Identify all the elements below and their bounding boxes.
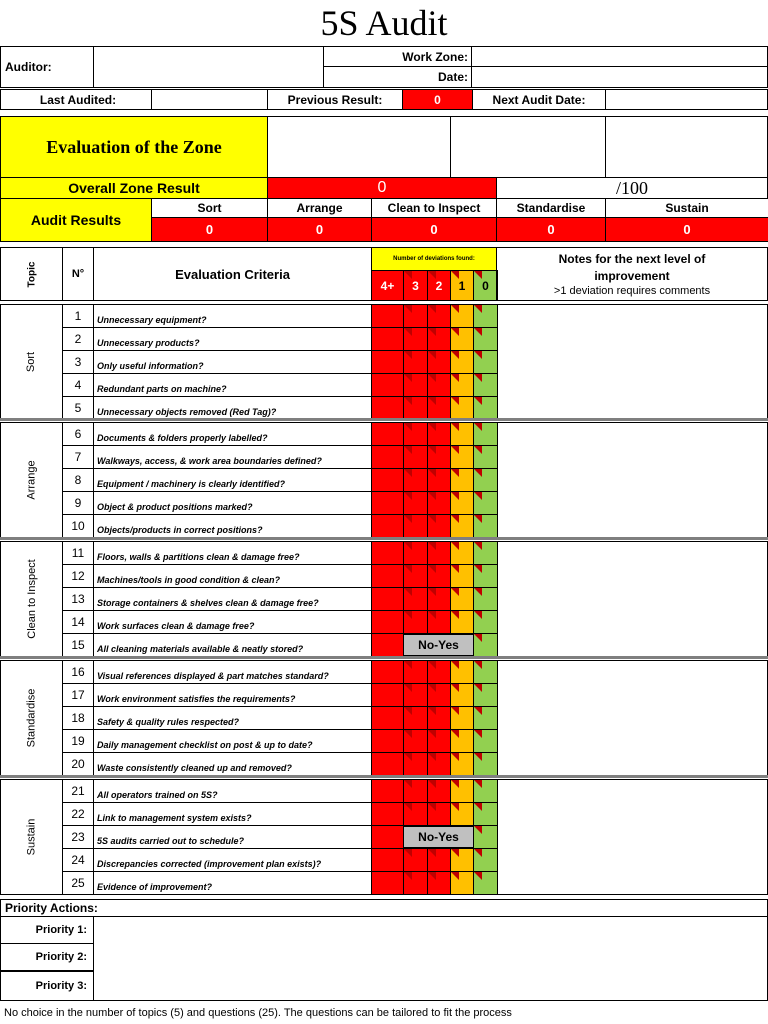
topic-header: Topic — [0, 247, 63, 301]
marker-icon — [474, 730, 482, 738]
deviation-cell[interactable] — [371, 633, 404, 657]
marker-icon — [474, 374, 482, 382]
marker-icon — [404, 328, 412, 336]
date-label: Date: — [323, 66, 472, 88]
marker-icon — [474, 542, 482, 550]
marker-icon — [428, 684, 436, 692]
marker-icon — [404, 271, 412, 279]
criteria-number: 14 — [62, 610, 94, 634]
criteria-number: 24 — [62, 848, 94, 872]
criteria-text: Discrepancies corrected (improvement plan exists)? — [93, 848, 372, 872]
deviation-col-header: 0 — [473, 270, 498, 301]
criteria-text: Unnecessary equipment? — [93, 304, 372, 328]
marker-icon — [451, 707, 459, 715]
section-separator — [0, 537, 768, 540]
criteria-number: 10 — [62, 514, 94, 538]
marker-icon — [474, 397, 482, 405]
marker-icon — [451, 588, 459, 596]
marker-icon — [404, 374, 412, 382]
deviation-cell[interactable] — [371, 468, 404, 492]
criteria-text: Unnecessary objects removed (Red Tag)? — [93, 396, 372, 420]
category-label: Standardise — [496, 198, 606, 218]
marker-icon — [428, 374, 436, 382]
category-label: Clean to Inspect — [371, 198, 497, 218]
marker-icon — [451, 397, 459, 405]
criteria-text: Redundant parts on machine? — [93, 373, 372, 397]
overall-zone-label: Overall Zone Result — [0, 177, 268, 199]
criteria-header: Evaluation Criteria — [93, 247, 372, 301]
marker-icon — [474, 492, 482, 500]
topic-label: Arrange — [25, 460, 38, 500]
audit-results-label: Audit Results — [0, 198, 152, 242]
criteria-number: 11 — [62, 541, 94, 565]
deviation-cell[interactable] — [371, 327, 404, 351]
deviation-cell[interactable] — [371, 683, 404, 707]
criteria-number: 13 — [62, 587, 94, 611]
section-separator — [0, 775, 768, 778]
marker-icon — [428, 351, 436, 359]
overall-zone-max: /100 — [496, 177, 768, 199]
evaluation-box-2 — [450, 116, 606, 178]
marker-icon — [474, 423, 482, 431]
marker-icon — [428, 872, 436, 880]
marker-icon — [451, 271, 459, 279]
marker-icon — [428, 780, 436, 788]
marker-icon — [474, 446, 482, 454]
category-value: 0 — [496, 217, 606, 242]
criteria-number: 7 — [62, 445, 94, 469]
evaluation-zone-label: Evaluation of the Zone — [0, 116, 268, 178]
marker-icon — [451, 374, 459, 382]
deviation-cell[interactable] — [371, 729, 404, 753]
auditor-field[interactable] — [93, 46, 324, 88]
deviation-cell[interactable] — [371, 422, 404, 446]
section-separator — [0, 656, 768, 659]
marker-icon — [474, 849, 482, 857]
deviation-cell[interactable] — [371, 564, 404, 588]
marker-icon — [451, 492, 459, 500]
marker-icon — [474, 565, 482, 573]
notes-field[interactable] — [496, 422, 768, 538]
deviation-col-header: 4+ — [371, 270, 404, 301]
marker-icon — [428, 397, 436, 405]
criteria-number: 22 — [62, 802, 94, 826]
deviation-cell[interactable] — [371, 610, 404, 634]
marker-icon — [428, 469, 436, 477]
marker-icon — [474, 328, 482, 336]
marker-icon — [404, 588, 412, 596]
criteria-text: Unnecessary products? — [93, 327, 372, 351]
topic-cell — [0, 422, 63, 538]
marker-icon — [474, 515, 482, 523]
topic-cell — [0, 304, 63, 420]
evaluation-box-1 — [267, 116, 451, 178]
deviation-cell[interactable] — [371, 587, 404, 611]
marker-icon — [451, 469, 459, 477]
topic-label: Sustain — [25, 818, 38, 856]
marker-icon — [451, 872, 459, 880]
marker-icon — [404, 611, 412, 619]
work-zone-label: Work Zone: — [323, 46, 472, 67]
topic-cell — [0, 660, 63, 776]
marker-icon — [404, 565, 412, 573]
notes-field[interactable] — [496, 660, 768, 776]
criteria-number: 8 — [62, 468, 94, 492]
criteria-text: 5S audits carried out to schedule? — [93, 825, 372, 849]
marker-icon — [428, 492, 436, 500]
marker-icon — [428, 328, 436, 336]
marker-icon — [404, 730, 412, 738]
deviation-cell[interactable] — [371, 373, 404, 397]
next-audit-label: Next Audit Date: — [472, 89, 606, 110]
marker-icon — [404, 446, 412, 454]
criteria-number: 17 — [62, 683, 94, 707]
criteria-text: Work surfaces clean & damage free? — [93, 610, 372, 634]
marker-icon — [428, 753, 436, 761]
deviation-cell[interactable] — [371, 802, 404, 826]
criteria-number: 21 — [62, 779, 94, 803]
marker-icon — [451, 305, 459, 313]
marker-icon — [474, 826, 482, 834]
topic-cell — [0, 779, 63, 895]
marker-icon — [474, 271, 482, 279]
last-audited-field[interactable] — [151, 89, 268, 110]
marker-icon — [404, 397, 412, 405]
num-header: N° — [62, 247, 94, 301]
marker-icon — [474, 661, 482, 669]
marker-icon — [404, 305, 412, 313]
notes-field[interactable] — [496, 779, 768, 895]
marker-icon — [428, 305, 436, 313]
criteria-text: Equipment / machinery is clearly identified? — [93, 468, 372, 492]
marker-icon — [451, 684, 459, 692]
notes-header — [496, 247, 768, 301]
deviation-cell[interactable] — [371, 752, 404, 776]
deviation-cell[interactable] — [371, 304, 404, 328]
criteria-text: Visual references displayed & part matches standard? — [93, 660, 372, 684]
marker-icon — [451, 661, 459, 669]
topic-label: Sort — [25, 351, 38, 373]
marker-icon — [474, 803, 482, 811]
priority-label: Priority 3: — [0, 971, 94, 1001]
previous-result-label: Previous Result: — [267, 89, 403, 110]
marker-icon — [404, 780, 412, 788]
criteria-text: Storage containers & shelves clean & damage free? — [93, 587, 372, 611]
category-value: 0 — [267, 217, 372, 242]
marker-icon — [404, 515, 412, 523]
marker-icon — [404, 684, 412, 692]
deviation-cell[interactable] — [371, 396, 404, 420]
marker-icon — [451, 803, 459, 811]
marker-icon — [474, 684, 482, 692]
work-zone-field[interactable] — [471, 46, 768, 67]
criteria-text: Machines/tools in good condition & clean? — [93, 564, 372, 588]
criteria-number: 9 — [62, 491, 94, 515]
marker-icon — [474, 634, 482, 642]
category-label: Sustain — [605, 198, 768, 218]
criteria-text: Object & product positions marked? — [93, 491, 372, 515]
deviation-cell[interactable] — [371, 871, 404, 895]
section-separator — [0, 418, 768, 421]
deviation-cell[interactable] — [371, 706, 404, 730]
criteria-text: All cleaning materials available & neatly stored? — [93, 633, 372, 657]
notes-field[interactable] — [496, 304, 768, 420]
criteria-text: Daily management checklist on post & up to date? — [93, 729, 372, 753]
marker-icon — [404, 351, 412, 359]
marker-icon — [474, 469, 482, 477]
marker-icon — [404, 661, 412, 669]
criteria-number: 15 — [62, 633, 94, 657]
marker-icon — [428, 423, 436, 431]
marker-icon — [428, 542, 436, 550]
deviation-col-header: 2 — [427, 270, 451, 301]
overall-zone-value: 0 — [267, 177, 497, 199]
marker-icon — [474, 305, 482, 313]
deviation-cell[interactable] — [371, 779, 404, 803]
notes-header-title: Notes for the next level of improvement — [558, 252, 706, 283]
topic-label: Clean to Inspect — [25, 559, 38, 639]
marker-icon — [451, 753, 459, 761]
priority-header: Priority Actions: — [0, 899, 768, 917]
criteria-number: 6 — [62, 422, 94, 446]
marker-icon — [428, 271, 436, 279]
previous-result-value: 0 — [402, 89, 473, 110]
deviation-cell[interactable] — [371, 491, 404, 515]
marker-icon — [404, 492, 412, 500]
marker-icon — [474, 780, 482, 788]
footer-note: No choice in the number of topics (5) and questions (25). The questions can be tailored to fit the process — [4, 1006, 512, 1019]
criteria-number: 5 — [62, 396, 94, 420]
date-field[interactable] — [471, 66, 768, 88]
marker-icon — [451, 328, 459, 336]
deviation-cell[interactable] — [371, 825, 404, 849]
marker-icon — [451, 849, 459, 857]
marker-icon — [404, 849, 412, 857]
marker-icon — [404, 803, 412, 811]
marker-icon — [474, 753, 482, 761]
priority-actions-field[interactable] — [93, 916, 768, 1001]
marker-icon — [428, 565, 436, 573]
deviation-cell[interactable] — [371, 514, 404, 538]
marker-icon — [451, 565, 459, 573]
criteria-text: Only useful information? — [93, 350, 372, 374]
marker-icon — [428, 730, 436, 738]
criteria-text: Safety & quality rules respected? — [93, 706, 372, 730]
marker-icon — [404, 423, 412, 431]
criteria-text: Walkways, access, & work area boundaries defined? — [93, 445, 372, 469]
page-title: 5S Audit — [320, 3, 448, 43]
criteria-number: 3 — [62, 350, 94, 374]
marker-icon — [451, 611, 459, 619]
topic-cell — [0, 541, 63, 657]
next-audit-field[interactable] — [605, 89, 768, 110]
criteria-text: Work environment satisfies the requirements? — [93, 683, 372, 707]
deviation-col-header: 1 — [450, 270, 474, 301]
criteria-text: Objects/products in correct positions? — [93, 514, 372, 538]
marker-icon — [474, 351, 482, 359]
deviation-cell[interactable] — [371, 848, 404, 872]
notes-field[interactable] — [496, 541, 768, 657]
criteria-text: Link to management system exists? — [93, 802, 372, 826]
priority-label: Priority 1: — [0, 916, 94, 944]
evaluation-box-3 — [605, 116, 768, 178]
notes-header-sub: >1 deviation requires comments — [553, 285, 711, 297]
criteria-number: 20 — [62, 752, 94, 776]
marker-icon — [428, 661, 436, 669]
criteria-text: Floors, walls & partitions clean & damage free? — [93, 541, 372, 565]
criteria-number: 25 — [62, 871, 94, 895]
marker-icon — [404, 542, 412, 550]
criteria-text: Waste consistently cleaned up and removed? — [93, 752, 372, 776]
marker-icon — [474, 588, 482, 596]
criteria-number: 16 — [62, 660, 94, 684]
criteria-number: 2 — [62, 327, 94, 351]
marker-icon — [404, 707, 412, 715]
marker-icon — [451, 351, 459, 359]
deviation-cell[interactable] — [371, 660, 404, 684]
criteria-number: 23 — [62, 825, 94, 849]
category-value: 0 — [151, 217, 268, 242]
criteria-number: 19 — [62, 729, 94, 753]
marker-icon — [404, 872, 412, 880]
category-value: 0 — [605, 217, 768, 242]
marker-icon — [451, 542, 459, 550]
deviation-col-header: 3 — [403, 270, 428, 301]
criteria-text: All operators trained on 5S? — [93, 779, 372, 803]
last-audited-label: Last Audited: — [0, 89, 152, 110]
marker-icon — [428, 611, 436, 619]
marker-icon — [428, 446, 436, 454]
marker-icon — [428, 588, 436, 596]
marker-icon — [428, 515, 436, 523]
deviation-cell[interactable] — [371, 541, 404, 565]
marker-icon — [428, 803, 436, 811]
deviation-cell[interactable] — [371, 445, 404, 469]
auditor-label: Auditor: — [0, 46, 94, 88]
category-label: Arrange — [267, 198, 372, 218]
topic-label: Standardise — [25, 688, 38, 748]
criteria-number: 1 — [62, 304, 94, 328]
criteria-text: Evidence of improvement? — [93, 871, 372, 895]
priority-label: Priority 2: — [0, 943, 94, 971]
criteria-number: 12 — [62, 564, 94, 588]
marker-icon — [474, 707, 482, 715]
no-yes-selector[interactable]: No-Yes — [403, 826, 474, 848]
marker-icon — [451, 423, 459, 431]
marker-icon — [474, 872, 482, 880]
category-value: 0 — [371, 217, 497, 242]
category-label: Sort — [151, 198, 268, 218]
marker-icon — [404, 753, 412, 761]
criteria-number: 4 — [62, 373, 94, 397]
marker-icon — [451, 730, 459, 738]
marker-icon — [451, 446, 459, 454]
criteria-text: Documents & folders properly labelled? — [93, 422, 372, 446]
marker-icon — [428, 849, 436, 857]
marker-icon — [451, 780, 459, 788]
deviations-header: Number of deviations found: — [371, 247, 497, 271]
deviation-cell[interactable] — [371, 350, 404, 374]
no-yes-selector[interactable]: No-Yes — [403, 634, 474, 656]
marker-icon — [474, 611, 482, 619]
marker-icon — [451, 515, 459, 523]
marker-icon — [428, 707, 436, 715]
criteria-number: 18 — [62, 706, 94, 730]
marker-icon — [404, 469, 412, 477]
